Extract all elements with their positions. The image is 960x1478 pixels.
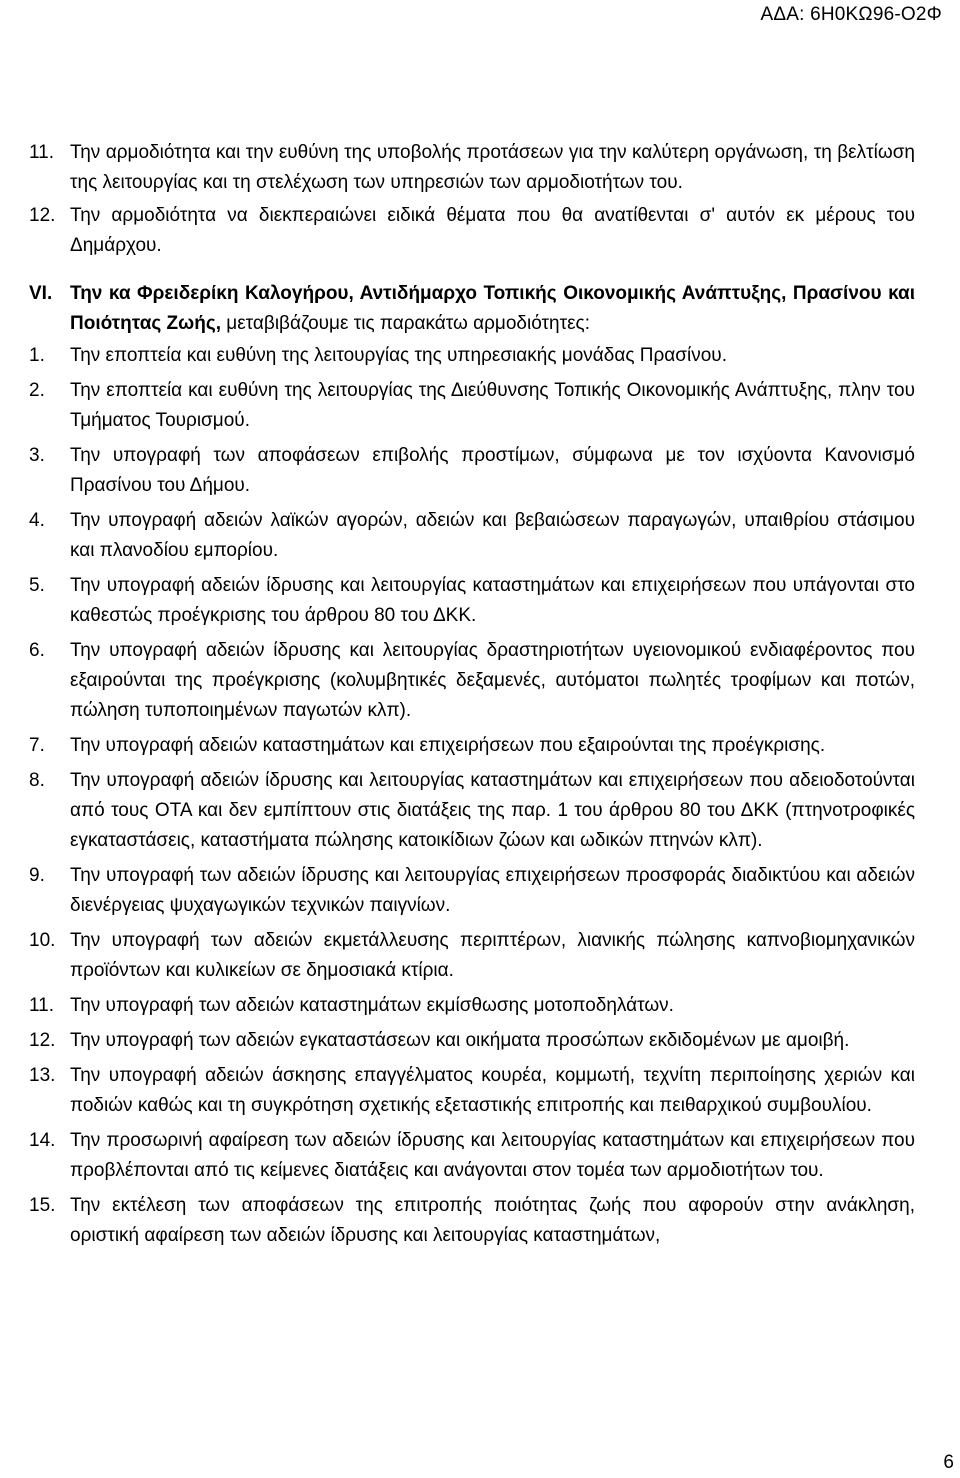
item-text: Την εποπτεία και ευθύνη της λειτουργίας της υπηρεσιακής μονάδας Πρασίνου. [70, 345, 727, 366]
section-heading-text [70, 279, 915, 339]
list-item [29, 636, 915, 726]
item-number: 13. [29, 1065, 56, 1086]
item-number: 14. [29, 1130, 56, 1151]
item-number: 6. [29, 640, 45, 661]
list-item [29, 201, 915, 261]
list-item [29, 766, 915, 856]
list-item [29, 571, 915, 631]
item-number: 12. [29, 205, 56, 226]
item-number: 11. [29, 995, 55, 1016]
section-heading-bold: Την κα Φρειδερίκη Καλογήρου, Αντιδήμαρχο Τοπικής Οικονομικής Ανάπτυξης, Πρασίνου και Ποιότητας Ζωής, [70, 283, 915, 334]
section-heading [29, 279, 915, 339]
list-item [29, 441, 915, 501]
item-number: 8. [29, 770, 45, 791]
item-number: 4. [29, 510, 45, 531]
item-number: 7. [29, 735, 45, 756]
section-heading-normal: μεταβιβάζουμε τις παρακάτω αρμοδιότητες: [220, 313, 590, 334]
item-text: Την εποπτεία και ευθύνη της λειτουργίας της Διεύθυνσης Τοπικής Οικονομικής Ανάπτυξης, πλην του Τμήματος Τουρισμού. [70, 380, 915, 431]
item-number: 1. [29, 345, 45, 366]
list-item [29, 341, 915, 371]
item-text: Την υπογραφή των αδειών ίδρυσης και λειτουργίας επιχειρήσεων προσφοράς διαδικτύου και αδειών διενέργειας ψυχαγωγικών τεχνικών παιγνίων. [70, 865, 915, 916]
item-text: Την υπογραφή των αποφάσεων επιβολής προστίμων, σύμφωνα με τον ισχύοντα Κανονισμό Πρασίνου του Δήμου. [70, 445, 915, 496]
item-text: Την υπογραφή αδειών λαϊκών αγορών, αδειών και βεβαιώσεων παραγωγών, υπαιθρίου στάσιμου και πλανοδίου εμπορίου. [70, 510, 915, 561]
item-text: Την υπογραφή αδειών άσκησης επαγγέλματος κουρέα, κομμωτή, τεχνίτη περιποίησης χεριών και ποδιών καθώς και τη συγκρότηση σχετικής εξεταστικής επιτροπής και πειθαρχικού συμβουλίου. [70, 1065, 915, 1116]
list-item [29, 1191, 915, 1251]
page-number: 6 [943, 1452, 954, 1473]
intro-list [29, 138, 915, 261]
item-text: Την υπογραφή αδειών ίδρυσης και λειτουργίας καταστημάτων και επιχειρήσεων που υπάγονται στο καθεστώς προέγκρισης του άρθρου 80 του ΔΚΚ. [70, 575, 915, 626]
item-number: 2. [29, 380, 45, 401]
item-number: 3. [29, 445, 45, 466]
item-text: Την υπογραφή αδειών καταστημάτων και επιχειρήσεων που εξαιρούνται της προέγκρισης. [70, 735, 826, 756]
item-text: Την εκτέλεση των αποφάσεων της επιτροπής ποιότητας ζωής που αφορούν στην ανάκληση, οριστική αφαίρεση των αδειών ίδρυσης και λειτουργίας καταστημάτων, [70, 1195, 915, 1246]
item-number: 10. [29, 930, 56, 951]
list-item [29, 1126, 915, 1186]
list-item [29, 376, 915, 436]
list-item [29, 138, 915, 198]
item-number: 9. [29, 865, 45, 886]
item-text: Την αρμοδιότητα να διεκπεραιώνει ειδικά θέματα που θα ανατίθενται σ' αυτόν εκ μέρους του Δημάρχου. [70, 205, 915, 256]
item-number: 11. [29, 142, 55, 163]
item-text: Την προσωρινή αφαίρεση των αδειών ίδρυσης και λειτουργίας καταστημάτων και επιχειρήσεων που προβλέπονται από τις κείμενες διατάξεις και ανάγονται στον τομέα των αρμοδιοτήτων του. [70, 1130, 915, 1181]
section-roman-numeral: VI. [29, 283, 53, 304]
list-item [29, 926, 915, 986]
list-item [29, 861, 915, 921]
item-number: 5. [29, 575, 45, 596]
item-text: Την υπογραφή αδειών ίδρυσης και λειτουργίας καταστημάτων και επιχειρήσεων που αδειοδοτούνται από τους ΟΤΑ και δεν εμπίπτουν στις διατάξεις της παρ. 1 του άρθρου 80 του ΔΚΚ (πτηνοτροφικές εγκαταστάσεις, καταστήματα πώλησης κατοικίδιων ζώων και ωδικών πτηνών κλπ). [70, 770, 915, 851]
item-number: 15. [29, 1195, 56, 1216]
responsibilities-list [29, 341, 915, 1251]
document-code: ΑΔΑ: 6Η0ΚΩ96-Ο2Φ [760, 4, 942, 25]
item-text: Την υπογραφή των αδειών εκμετάλλευσης περιπτέρων, λιανικής πώλησης καπνοβιομηχανικών προϊόντων και κυλικείων σε δημοσιακά κτίρια. [70, 930, 915, 981]
item-text: Την υπογραφή των αδειών καταστημάτων εκμίσθωσης μοτοποδηλάτων. [70, 995, 674, 1016]
list-item [29, 1061, 915, 1121]
list-item [29, 506, 915, 566]
list-item [29, 991, 915, 1021]
item-text: Την υπογραφή των αδειών εγκαταστάσεων και οικήματα προσώπων εκδιδομένων με αμοιβή. [70, 1030, 850, 1051]
list-item [29, 731, 915, 761]
list-item [29, 1026, 915, 1056]
item-text: Την υπογραφή αδειών ίδρυσης και λειτουργίας δραστηριοτήτων υγειονομικού ενδιαφέροντος που εξαιρούνται της προέγκρισης (κολυμβητικές δεξαμενές, αυτόματοι πωλητές τροφίμων και ποτών, πώληση τυποποιημένων παγωτών κλπ). [70, 640, 915, 721]
item-text: Την αρμοδιότητα και την ευθύνη της υποβολής προτάσεων για την καλύτερη οργάνωση, τη βελτίωση της λειτουργίας και τη στελέχωση των υπηρεσιών των αρμοδιοτήτων του. [70, 142, 915, 193]
document-body [29, 138, 915, 1256]
item-number: 12. [29, 1030, 56, 1051]
